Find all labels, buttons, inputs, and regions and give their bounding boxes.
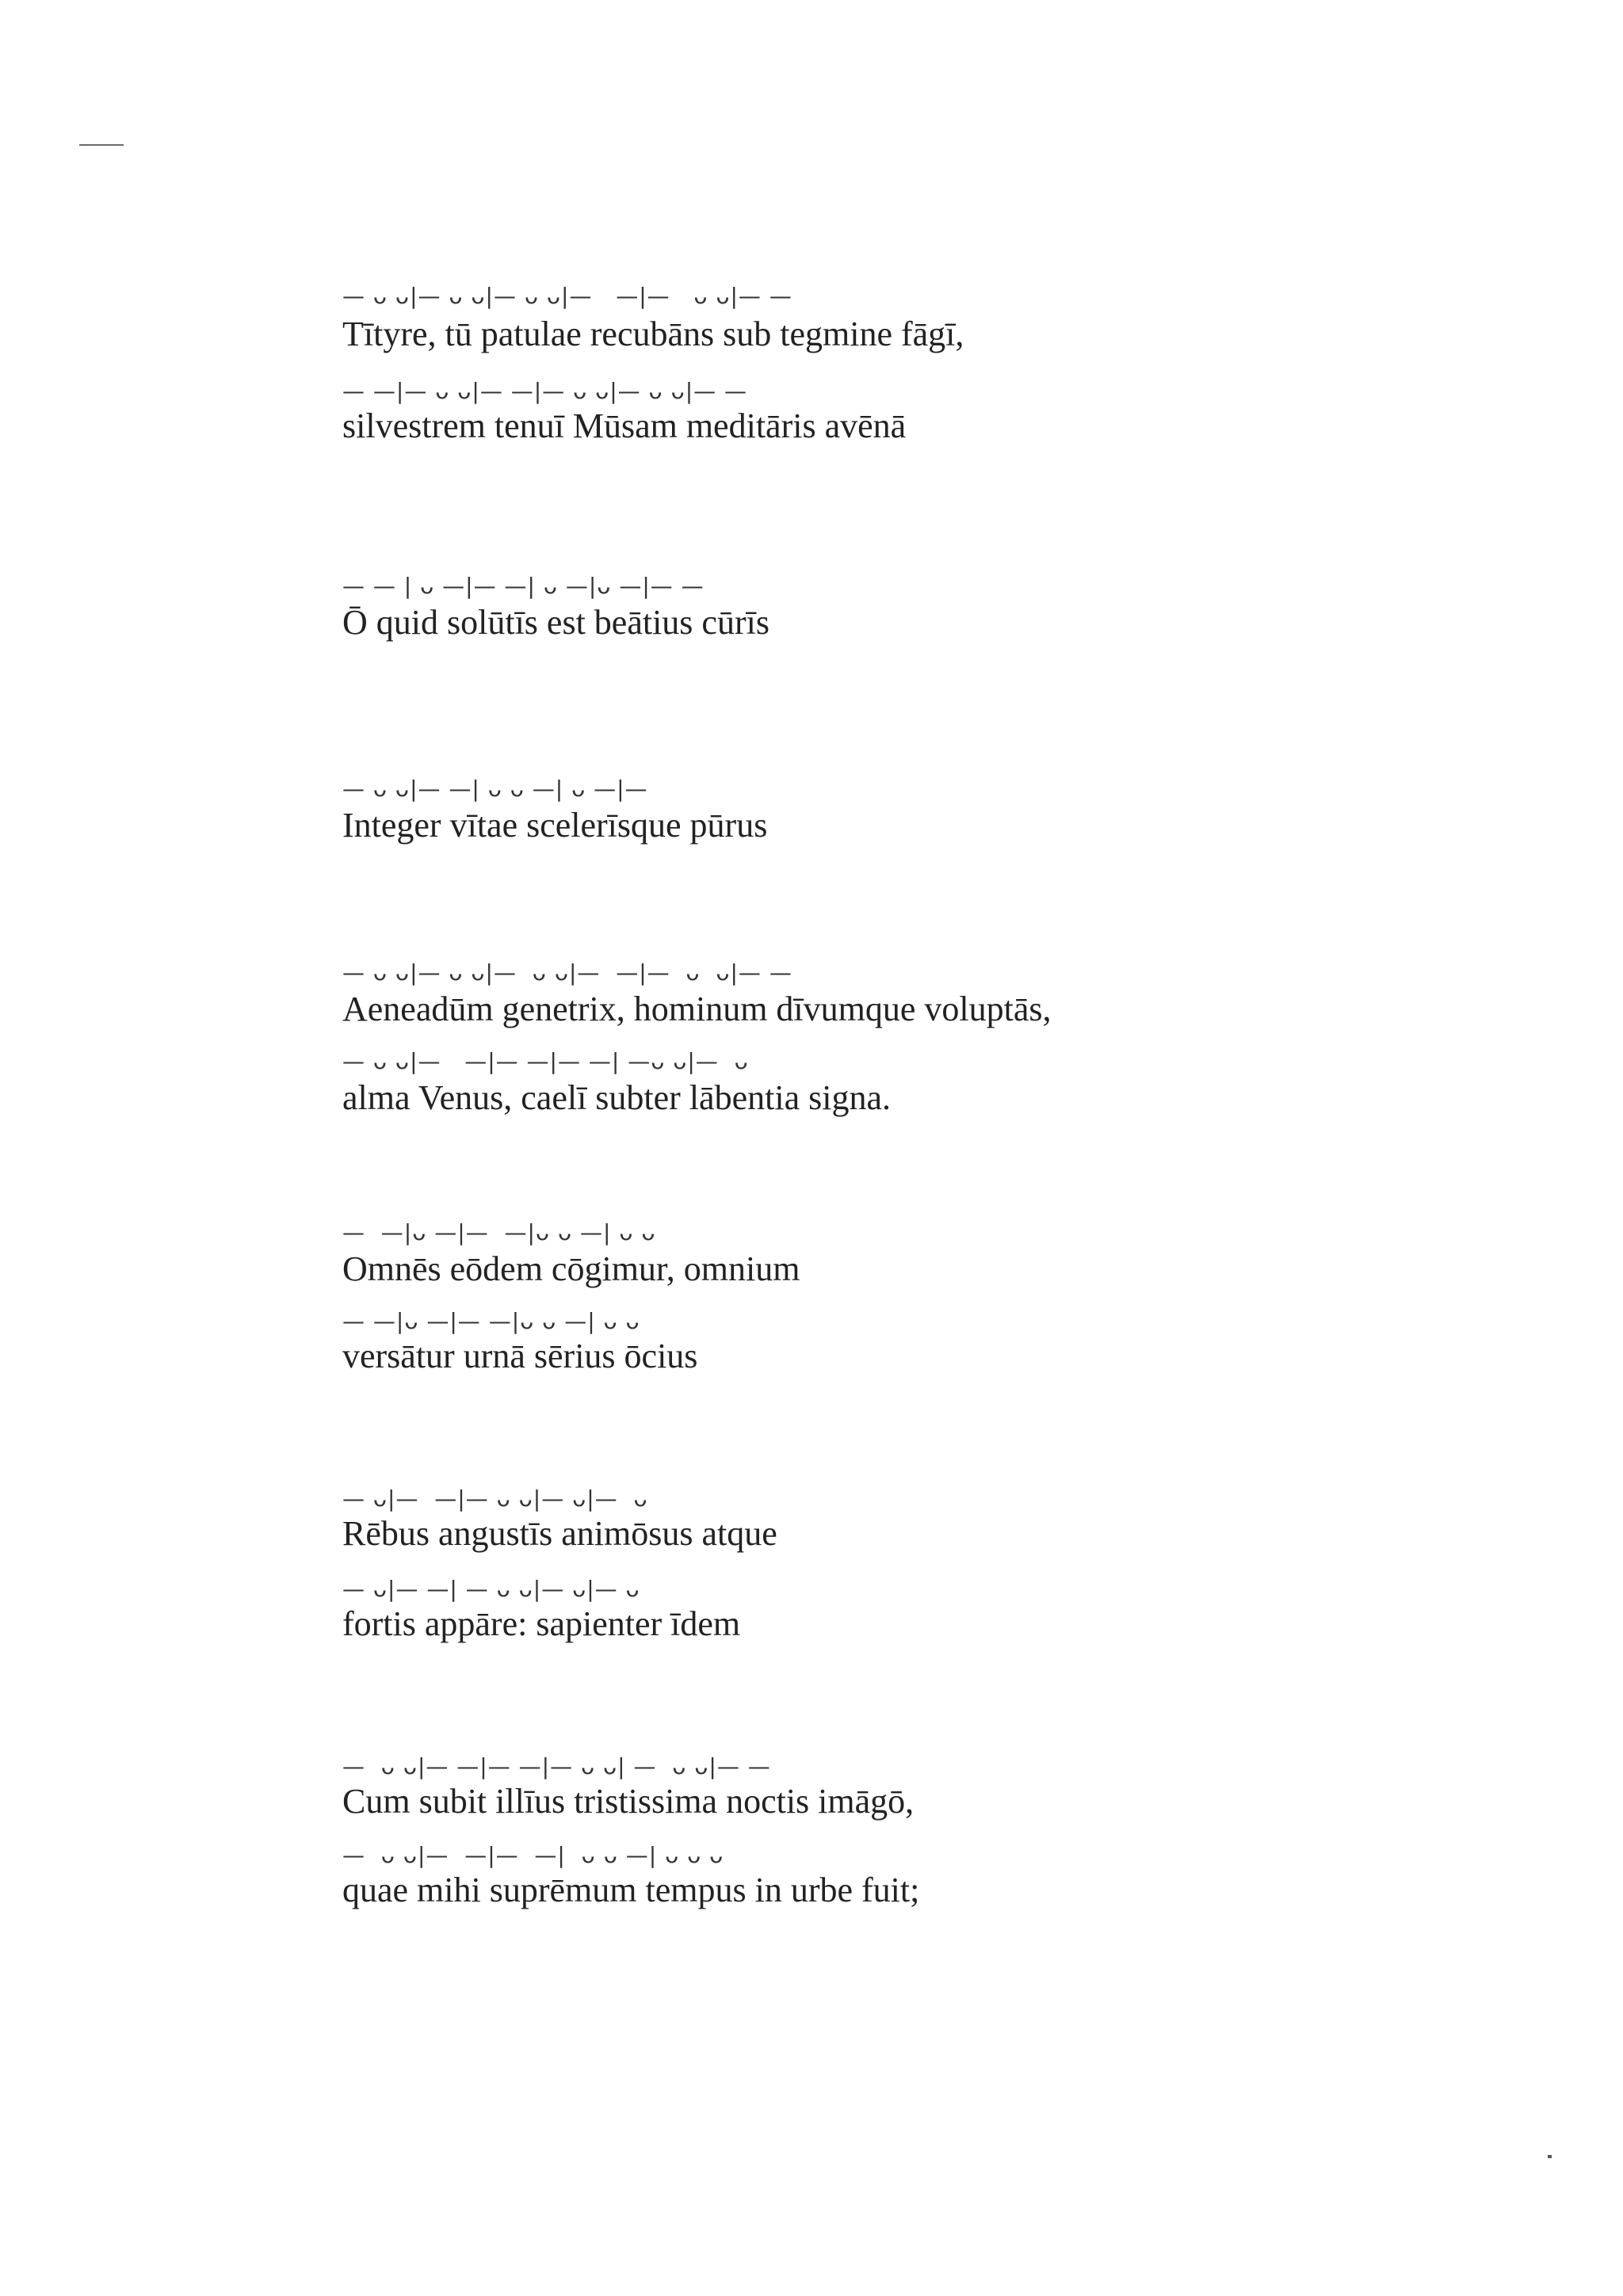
scansion-marks: — —|ᴗ —|— —|ᴗ ᴗ —| ᴗ ᴗ [342, 1308, 640, 1334]
verse-line: fortis appāre: sapienter īdem [342, 1604, 741, 1643]
scan-mark-dash [79, 144, 124, 146]
verse-line: versātur urnā sērius ōcius [342, 1337, 698, 1375]
verse-line: Aeneadūm genetrix, hominum dīvumque voluptās, [342, 990, 1052, 1028]
scansion-marks: — ᴗ ᴗ|— ᴗ ᴗ|— ᴗ ᴗ|— —|— ᴗ ᴗ|— — [342, 959, 792, 986]
verse-line: Integer vītae scelerīsque pūrus [342, 806, 768, 845]
scansion-marks: — ᴗ|— —| — ᴗ ᴗ|— ᴗ|— ᴗ [342, 1576, 640, 1602]
scansion-marks: — ᴗ|— —|— ᴗ ᴗ|— ᴗ|— ᴗ [342, 1486, 648, 1512]
scansion-marks: — — | ᴗ —|— —| ᴗ —|ᴗ —|— — [342, 573, 705, 599]
scansion-marks: — ᴗ ᴗ|— —|— —|— —| —ᴗ ᴗ|— ᴗ [342, 1048, 749, 1074]
verse-line: alma Venus, caelī subter lābentia signa. [342, 1078, 891, 1117]
verse-line: silvestrem tenuī Mūsam meditāris avēnā [342, 406, 907, 445]
scansion-marks: — ᴗ ᴗ|— —|— —| ᴗ ᴗ —| ᴗ ᴗ ᴗ [342, 1842, 724, 1868]
scan-mark-speck [1548, 2155, 1552, 2158]
verse-line: Cum subit illīus tristissima noctis imāgō, [342, 1782, 915, 1821]
scansion-marks: — —|— ᴗ ᴗ|— —|— ᴗ ᴗ|— ᴗ ᴗ|— — [342, 378, 748, 404]
verse-line: quae mihi suprēmum tempus in urbe fuit; [342, 1871, 920, 1909]
verse-line: Omnēs eōdem cōgimur, omnium [342, 1249, 800, 1288]
scansion-marks: — ᴗ ᴗ|— —| ᴗ ᴗ —| ᴗ —|— [342, 776, 648, 802]
verse-line: Ō quid solūtīs est beātius cūrīs [342, 603, 769, 642]
scansion-marks: — ᴗ ᴗ|— ᴗ ᴗ|— ᴗ ᴗ|— —|— ᴗ ᴗ|— — [342, 283, 792, 309]
verse-line: Tītyre, tū patulae recubāns sub tegmine fāgī, [342, 315, 964, 353]
scansion-marks: — ᴗ ᴗ|— —|— —|— ᴗ ᴗ| — ᴗ ᴗ|— — [342, 1753, 771, 1779]
verse-line: Rēbus angustīs animōsus atque [342, 1514, 777, 1553]
scansion-marks: — —|ᴗ —|— —|ᴗ ᴗ —| ᴗ ᴗ [342, 1219, 656, 1245]
